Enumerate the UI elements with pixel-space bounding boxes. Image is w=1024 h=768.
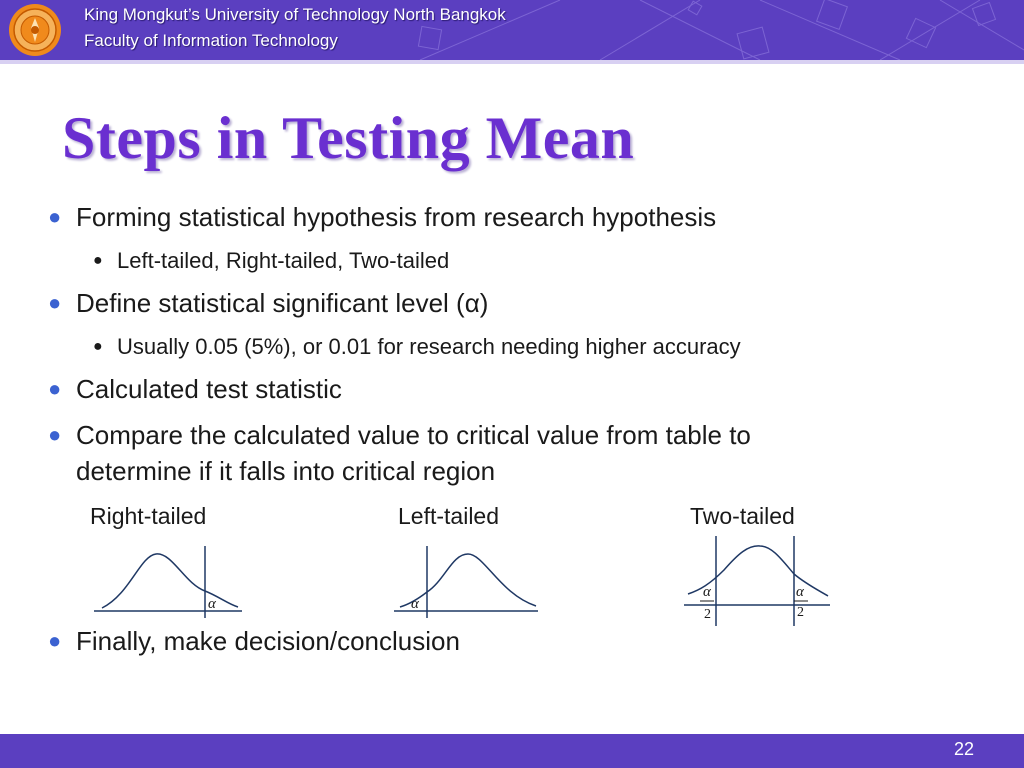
bullet-5: Finally, make decision/conclusion	[76, 626, 460, 656]
bullet-dot: ●	[48, 204, 62, 229]
footer-bar	[0, 734, 1024, 768]
left-tailed-label: Left-tailed	[398, 503, 500, 529]
alpha-symbol: α	[411, 596, 419, 612]
bullet-3: Calculated test statistic	[76, 374, 342, 404]
denominator-two: 2	[704, 607, 711, 622]
sub-bullet-dot: ●	[93, 252, 103, 269]
alpha-symbol: α	[796, 584, 804, 600]
sub-bullet-2: Usually 0.05 (5%), or 0.01 for research needing higher accuracy	[117, 334, 741, 359]
right-tailed-label: Right-tailed	[90, 503, 207, 529]
university-name: King Mongkut’s University of Technology North Bangkok	[84, 5, 506, 24]
bullet-dot: ●	[48, 422, 62, 447]
page-number: 22	[953, 739, 974, 759]
slide-title: Steps in Testing Mean	[62, 105, 635, 171]
alpha-symbol: α	[208, 596, 216, 612]
sub-bullet-1: Left-tailed, Right-tailed, Two-tailed	[117, 248, 450, 273]
header-banner	[0, 0, 1024, 60]
alpha-symbol: α	[703, 584, 711, 600]
two-tailed-label: Two-tailed	[690, 503, 795, 529]
right-tailed-diagram	[90, 544, 250, 620]
sub-bullet-dot: ●	[93, 338, 103, 355]
denominator-two: 2	[797, 605, 804, 620]
bullet-dot: ●	[48, 290, 62, 315]
faculty-name: Faculty of Information Technology	[84, 31, 338, 50]
bullet-4: Compare the calculated value to critical value from table to	[76, 420, 751, 450]
header-divider	[0, 60, 1024, 64]
left-tailed-diagram	[390, 544, 550, 620]
bullet-1: Forming statistical hypothesis from research hypothesis	[76, 202, 717, 232]
bullet-4-continued: determine if it falls into critical region	[76, 456, 496, 486]
two-tailed-diagram	[680, 534, 836, 628]
bullet-2: Define statistical significant level (α)	[76, 288, 489, 318]
bullet-dot: ●	[48, 376, 62, 401]
university-logo	[8, 3, 62, 57]
bullet-dot: ●	[48, 628, 62, 653]
